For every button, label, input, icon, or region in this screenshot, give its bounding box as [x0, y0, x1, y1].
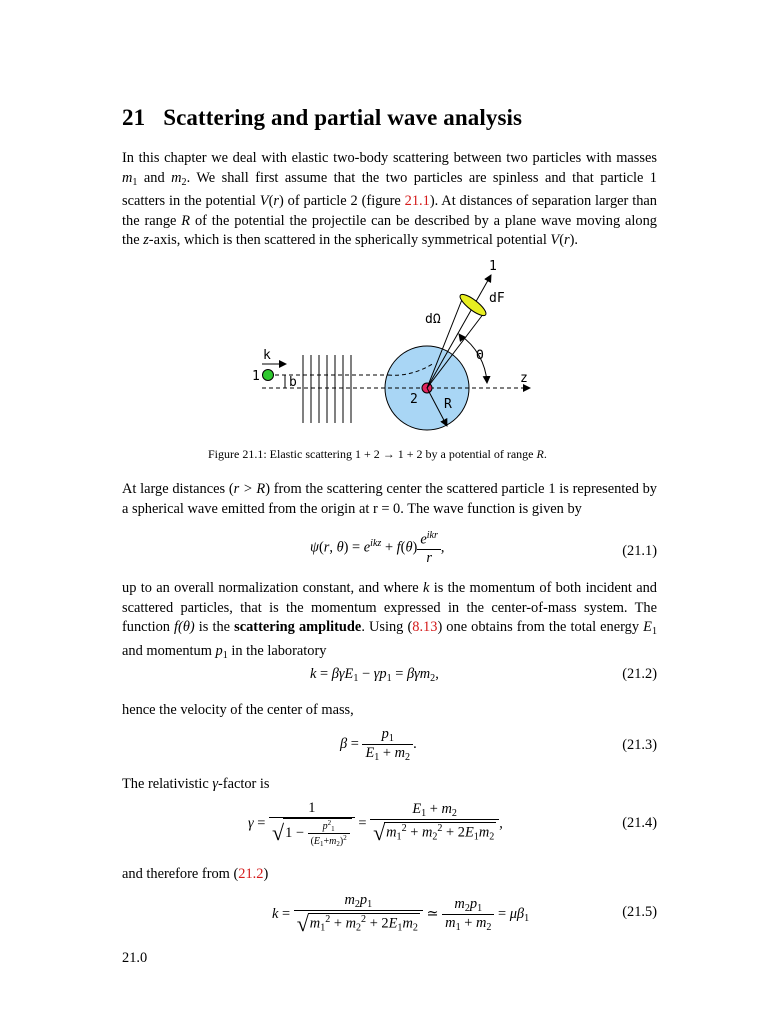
section-number: 21 — [122, 105, 146, 130]
equation-21-2: $k = \beta\gamma E_1 - \gamma p_1 = \beta\gamma m_2$, (21.2) — [310, 666, 657, 685]
equation-number: (21.5) — [622, 904, 657, 920]
incident-particle — [263, 370, 274, 381]
page-number: 21.0 — [122, 950, 148, 966]
section-heading — [122, 105, 522, 131]
paragraph-gamma: The relativistic γ-factor is — [122, 776, 270, 792]
equation-number: (21.2) — [622, 666, 657, 682]
label-particle-1-out: 1 — [489, 259, 497, 274]
equation-21-3: β = $\frac{p_1}{E_1 + m_2}$ . (21.3) — [340, 726, 657, 764]
label-dOmega: dΩ — [425, 312, 441, 327]
paragraph-wavefunction: At large distances (r > R) from the scattering center the scattered particle 1 is represented by a spherical wave emitted from the origin at r = 0. The wave function is given by — [122, 481, 658, 517]
figure-caption: Figure 21.1: Elastic scattering 1 + 2 → 1 + 2 by a potential of range R. — [208, 447, 547, 461]
paragraph-velocity: hence the velocity of the center of mass, — [122, 702, 354, 718]
scattering-diagram — [240, 255, 540, 435]
label-z: z — [520, 371, 528, 386]
paragraph-scattering-amplitude: up to an overall normalization constant, and where k is the momentum of both incident and scattered particles, that is the momentum expressed in the center-of-mass system. The function f(θ) is the scattering amplitude. Using (8.13) one obtains from the total energy $E_1$ and momentum $p_1$ in the laboratory — [122, 580, 658, 661]
paragraph-therefore: and therefore from (21.2) — [122, 866, 269, 882]
equation-number: (21.4) — [622, 815, 657, 831]
figure-reference-link[interactable]: 21.1 — [404, 193, 430, 210]
plane-wave-fronts — [303, 355, 351, 423]
label-dF: dF — [489, 291, 505, 306]
equation-reference-link[interactable]: 8.13 — [412, 619, 438, 636]
label-R: R — [444, 397, 452, 412]
equation-21-4: γ = 1 √1 − $\frac{p^2_1}{(E_1+m_2)^2}$ = $\frac{E_1 + m_2}{√m_1^2 + m_2^2 + 2E_1m_2}$ , (21.4) — [248, 800, 657, 848]
equation-number: (21.1) — [622, 543, 657, 559]
label-particle-2: 2 — [410, 392, 418, 407]
dF-area-element — [457, 291, 488, 319]
equation-reference-link[interactable]: 21.2 — [238, 866, 264, 882]
label-particle-1-in: 1 — [252, 369, 260, 384]
equation-number: (21.3) — [622, 737, 657, 753]
label-b: b — [289, 375, 297, 390]
label-k: k — [263, 348, 271, 363]
equation-21-1: ψ(r, $\theta) = e^{ikz} + f(\theta)$ $\frac{e^{ikr}}{r}$ , (21.1) — [310, 530, 657, 566]
section-title: Scattering and partial wave analysis — [163, 105, 523, 130]
equation-21-5: k = $\frac{m_2p_1}{√m_1^2 + m_2^2 + 2E_1m_2}$ ≃ $\frac{m_2p_1}{m_1 + m_2}$ = $\mu\beta_1$ (21.5) — [272, 892, 657, 937]
label-theta: Θ — [476, 348, 484, 363]
intro-paragraph: In this chapter we deal with elastic two-body scattering between two particles with masses $m_1$ and $m_2$. We shall first assume that the two particles are spinless and that particle 1 scatters in the potential V(r) of particle 2 (figure 21.1). At distances of separation larger than the range R of the potential the projectile can be described by a plane wave moving along the z-axis, which is then scattered in the spherically symmetrical potential V(r). — [122, 150, 657, 249]
